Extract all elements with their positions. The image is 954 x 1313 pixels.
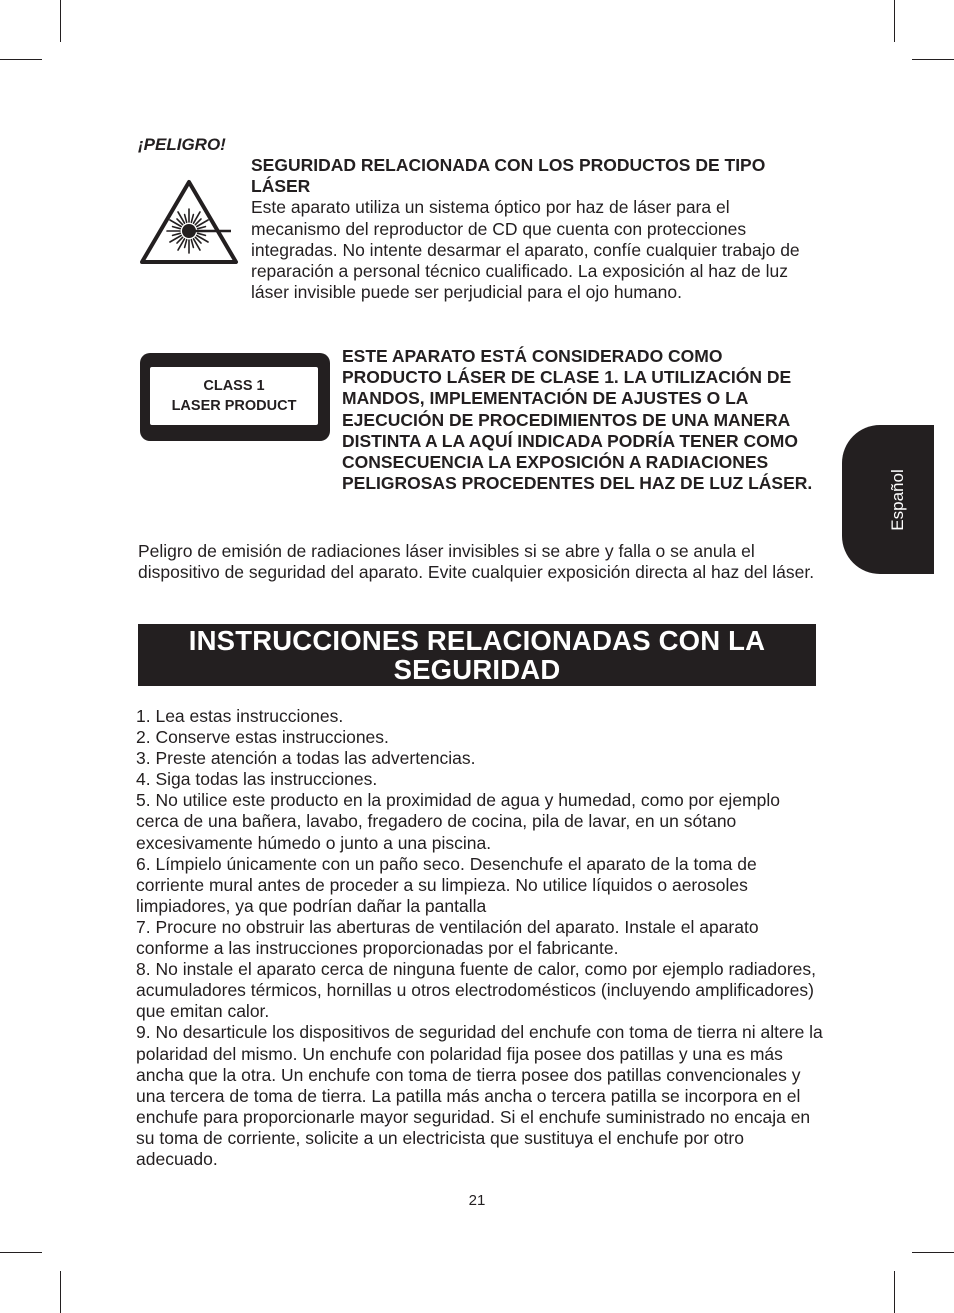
laser-ray (185, 240, 187, 248)
laser-ray (191, 240, 193, 248)
laser-safety-heading: SEGURIDAD RELACIONADA CON LOS PRODUCTOS DE TIPO LÁSER (251, 155, 766, 197)
page-number: 21 (468, 1192, 486, 1209)
laser-ray (198, 233, 206, 235)
page-edge (934, 425, 954, 574)
instructions-list (136, 706, 826, 1170)
laser-safety-section (251, 155, 819, 303)
list-item: 2. Conserve estas instrucciones. (136, 727, 389, 748)
crop-mark (912, 1252, 954, 1253)
laser-safety-body: Este aparato utiliza un sistema óptico por haz de láser para el mecanismo del reproductor de CD que cuenta con protecciones integradas. No intente desarmar el aparato, confíe cualquier trabajo de reparación a personal técnico cualificado. La exposición al haz de luz láser invisible puede ser perjudicial para el ojo humano. (251, 197, 800, 303)
laser-ray (191, 215, 193, 223)
list-item: 6. Límpielo únicamente con un paño seco. Desenchufe el aparato de la toma de corriente mural antes de proceder a su limpieza. No utilice líquidos o aerosoles limpiadores, ya que podrían dañar la pantalla (136, 853, 757, 916)
crop-mark (60, 1271, 61, 1313)
laser-warning-icon (139, 179, 239, 265)
laser-ray (185, 215, 187, 223)
class1-laser-label (140, 353, 330, 441)
crop-mark (0, 1252, 42, 1253)
class1-label-line1: CLASS 1 (203, 378, 265, 394)
laser-ray (198, 227, 206, 229)
emission-warning-text: Peligro de emisión de radiaciones láser invisibles si se abre y falla o se anula el dispositivo de seguridad del aparato. Evite cualquier exposición directa al haz del láser. (138, 541, 815, 583)
crop-mark (894, 0, 895, 42)
list-item: 7. Procure no obstruir las aberturas de ventilación del aparato. Instale el aparato conforme a las instrucciones proporcionadas por el fabricante. (136, 916, 759, 959)
class1-label-inner (150, 367, 318, 425)
section-banner (138, 624, 816, 686)
crop-mark (60, 0, 61, 42)
language-tab-label: Español (888, 468, 907, 531)
list-item: 9. No desarticule los dispositivos de seguridad del enchufe con toma de tierra ni altere la polaridad del mismo. Un enchufe con polaridad fija posee dos patillas y una es más ancha que la otra. Un enchufe con toma de tierra posee dos patillas convencionales y una tercera de toma de tierra. La patilla más ancha o tercera patilla se incorpora en el enchufe para proporcionarle mayor seguridad. Si el enchufe suministrado no encaja en su toma de corriente, solicite a un electricista que sustituya el enchufe por otro adecuado. (136, 1022, 823, 1169)
class1-warning-text: ESTE APARATO ESTÁ CONSIDERADO COMO PRODUCTO LÁSER DE CLASE 1. LA UTILIZACIÓN DE MANDOS, IMPLEMENTACIÓN DE AJUSTES O LA EJECUCIÓN DE PROCEDIMIENTOS DE UNA MANERA DISTINTA A LA AQUÍ INDICADA PODRÍA TENER COMO CONSECUENCIA LA EXPOSICIÓN A RADIACIONES PELIGROSAS PROCEDENTES DEL HAZ DE LUZ LÁSER. (342, 346, 813, 494)
list-item: 3. Preste atención a todas las advertencias. (136, 748, 476, 769)
danger-title: ¡PELIGRO! (138, 135, 226, 154)
class1-label-line2: LASER PRODUCT (171, 398, 297, 414)
section-title: INSTRUCCIONES RELACIONADAS CON LA SEGURIDAD (188, 625, 766, 685)
crop-mark (894, 1271, 895, 1313)
crop-mark (0, 59, 42, 60)
list-item: 4. Siga todas las instrucciones. (136, 769, 378, 790)
list-item: 5. No utilice este producto en la proximidad de agua y humedad, como por ejemplo cerca de una bañera, lavabo, fregadero de cocina, pila de lavar, en un sótano excesivamente húmedo o junto a una piscina. (136, 790, 780, 853)
list-item: 1. Lea estas instrucciones. (136, 706, 344, 726)
list-item: 8. No instale el aparato cerca de ninguna fuente de calor, como por ejemplo radiadores, acumuladores térmicos, hornillas u otros electrodomésticos (incluyendo amplificadores) que emitan calor. (136, 959, 817, 1022)
laser-ray (173, 227, 181, 229)
laser-ray (173, 233, 181, 235)
crop-mark (912, 59, 954, 60)
